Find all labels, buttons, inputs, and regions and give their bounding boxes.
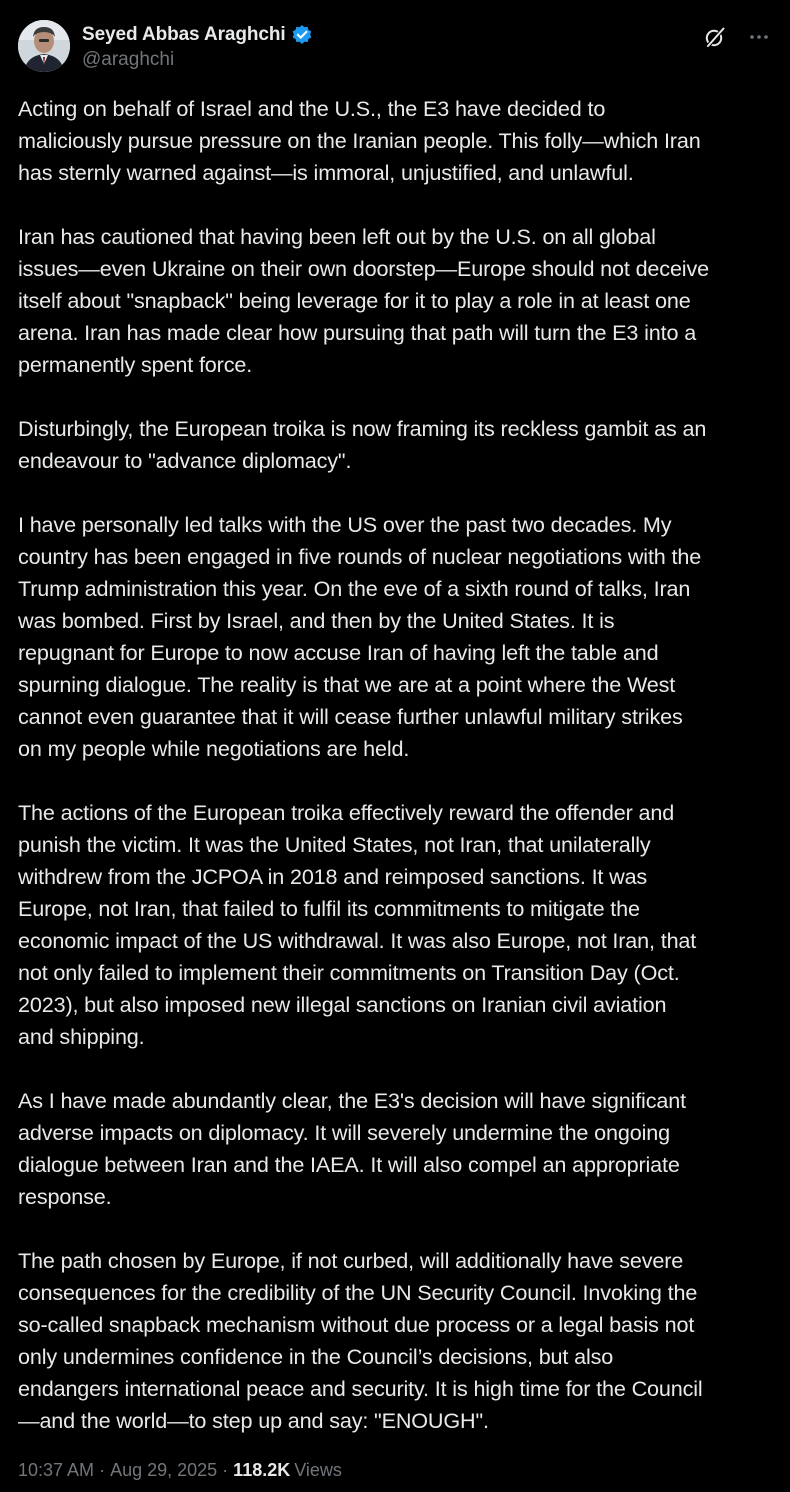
header-actions <box>702 24 772 50</box>
tweet-text <box>18 93 778 1437</box>
avatar[interactable] <box>18 20 70 72</box>
avatar-photo <box>18 20 70 72</box>
tweet-paragraph: I have personally led talks with the US over the past two decades. My country has been engaged in five rounds of nuclear negotiations with the Trump administration this year. On the eve of a sixth round of talks, Iran was bombed. First by Israel, and then by the United States. It is repugnant for Europe to now accuse Iran of having left the table and spurning dialogue. The reality is that we are at a point where the West cannot even guarantee that it will cease further unlawful military strikes on my people while negotiations are held. <box>18 512 702 761</box>
tweet-header <box>18 20 772 76</box>
views-label: Views <box>294 1460 342 1480</box>
tweet-paragraph: As I have made abundantly clear, the E3's decision will have significant adverse impacts on diplomacy. It will severely undermine the ongoing dialogue between Iran and the IAEA. It will also compel an appropriate response. <box>18 1088 686 1209</box>
display-name-row <box>82 22 313 48</box>
meta-separator: · <box>99 1460 106 1480</box>
meta-separator: · <box>222 1460 229 1480</box>
tweet-paragraph: The actions of the European troika effectively reward the offender and punish the victim. It was the United States, not Iran, that unilaterally withdrew from the JCPOA in 2018 and reimposed sanctions. It was Europe, not Iran, that failed to fulfil its commitments to mitigate the economic impact of the US withdrawal. It was also Europe, not Iran, that not only failed to implement their commitments on Transition Day (Oct. 2023), but also imposed new illegal sanctions on Iranian civil aviation and shipping. <box>18 800 697 1049</box>
post-time[interactable]: 10:37 AM <box>18 1460 95 1480</box>
tweet-paragraph: The path chosen by Europe, if not curbed, will additionally have severe consequences for the credibility of the UN Security Council. Invoking the so-called snapback mechanism without due process or a legal basis not only undermines confidence in the Council’s decisions, but also endangers international peace and security. It is high time for the Council —and the world—to step up and say: "ENOUGH". <box>18 1248 703 1433</box>
tweet-paragraph: Disturbingly, the European troika is now framing its reckless gambit as an endeavour to "advance diplomacy". <box>18 416 707 473</box>
more-options-icon[interactable] <box>746 24 772 50</box>
post-date[interactable]: Aug 29, 2025 <box>110 1460 218 1480</box>
handle[interactable]: @araghchi <box>82 49 175 70</box>
views-count[interactable]: 118.2K <box>233 1460 291 1480</box>
tweet-paragraph: Iran has cautioned that having been left out by the U.S. on all global issues—even Ukraine on their own doorstep—Europe should not deceive itself about "snapback" being leverage for it to play a role in at least one arena. Iran has made clear how pursuing that path will turn the E3 into a permanently spent force. <box>18 224 709 377</box>
author-names <box>82 22 313 71</box>
grok-icon[interactable] <box>702 24 728 50</box>
tweet-meta <box>18 1460 342 1481</box>
display-name[interactable]: Seyed Abbas Araghchi <box>82 24 286 45</box>
tweet-paragraph: Acting on behalf of Israel and the U.S., the E3 have decided to maliciously pursue pressure on the Iranian people. This folly—which Iran has sternly warned against—is immoral, unjustified, and unlawful. <box>18 96 701 185</box>
verified-badge-icon[interactable] <box>291 24 313 46</box>
